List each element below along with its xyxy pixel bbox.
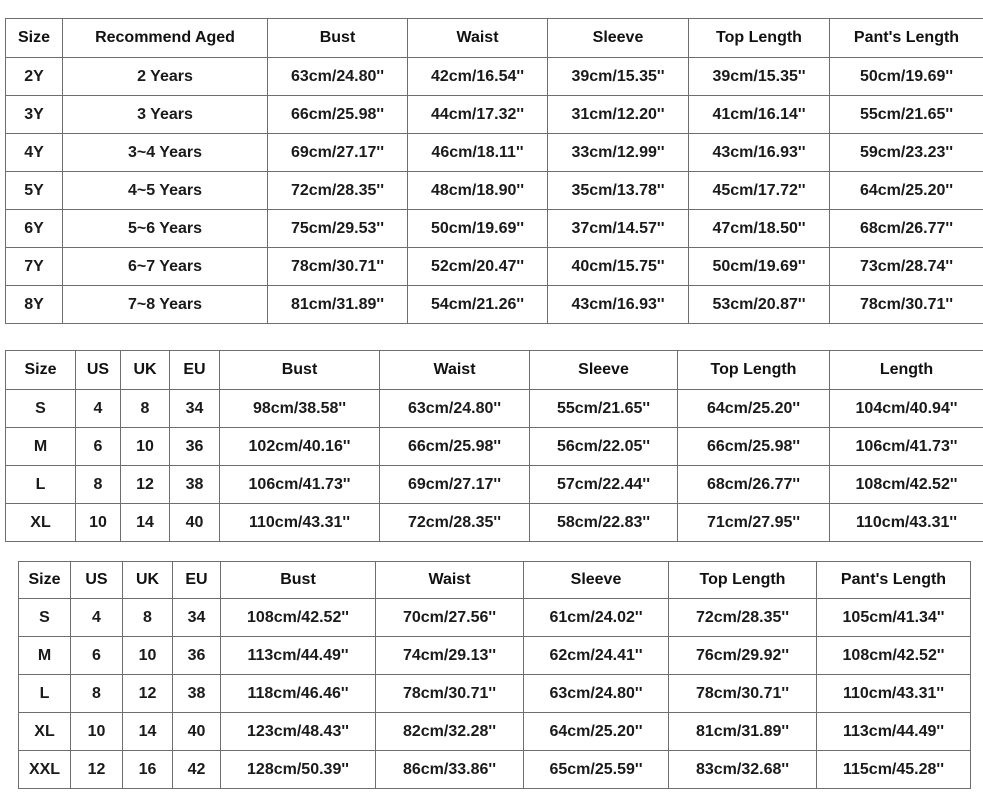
- table-cell: 115cm/45.28'': [817, 751, 971, 789]
- table-cell: 48cm/18.90'': [408, 172, 548, 210]
- table-cell: 55cm/21.65'': [830, 96, 983, 134]
- table-cell: 3Y: [6, 96, 63, 134]
- table-cell: 61cm/24.02'': [524, 599, 669, 637]
- table-cell: 66cm/25.98'': [678, 428, 830, 466]
- table-cell: 40: [170, 504, 220, 542]
- table-row: [6, 210, 983, 248]
- table-cell: 3 Years: [63, 96, 268, 134]
- table-cell: 59cm/23.23'': [830, 134, 983, 172]
- table-cell: 56cm/22.05'': [530, 428, 678, 466]
- table-cell: 105cm/41.34'': [817, 599, 971, 637]
- header-cell: Waist: [376, 562, 524, 599]
- table-cell: 38: [170, 466, 220, 504]
- table-cell: 39cm/15.35'': [689, 58, 830, 96]
- table-header-row: [19, 562, 971, 599]
- table-row: [6, 286, 983, 324]
- table-row: [6, 428, 983, 466]
- table-cell: 110cm/43.31'': [817, 675, 971, 713]
- table-row: [6, 466, 983, 504]
- table-cell: 31cm/12.20'': [548, 96, 689, 134]
- table-cell: 5Y: [6, 172, 63, 210]
- table-cell: 40: [173, 713, 221, 751]
- table-cell: 78cm/30.71'': [268, 248, 408, 286]
- table-cell: 10: [71, 713, 123, 751]
- header-cell: Pant's Length: [817, 562, 971, 599]
- table-cell: 37cm/14.57'': [548, 210, 689, 248]
- table-cell: 12: [121, 466, 170, 504]
- table-cell: 10: [121, 428, 170, 466]
- header-cell: Pant's Length: [830, 19, 983, 58]
- header-cell: Waist: [408, 19, 548, 58]
- table-cell: 98cm/38.58'': [220, 390, 380, 428]
- header-cell: Waist: [380, 351, 530, 390]
- table-cell: 57cm/22.44'': [530, 466, 678, 504]
- table-cell: XL: [19, 713, 71, 751]
- table-cell: 66cm/25.98'': [380, 428, 530, 466]
- table-cell: 2 Years: [63, 58, 268, 96]
- table-cell: 74cm/29.13'': [376, 637, 524, 675]
- table-cell: 33cm/12.99'': [548, 134, 689, 172]
- table-cell: 2Y: [6, 58, 63, 96]
- table-cell: 70cm/27.56'': [376, 599, 524, 637]
- table-cell: 4: [76, 390, 121, 428]
- table-cell: 81cm/31.89'': [268, 286, 408, 324]
- table-row: [6, 134, 983, 172]
- table-cell: 50cm/19.69'': [408, 210, 548, 248]
- table-cell: 53cm/20.87'': [689, 286, 830, 324]
- table-cell: 38: [173, 675, 221, 713]
- table-cell: 12: [123, 675, 173, 713]
- table-cell: 6: [71, 637, 123, 675]
- table-cell: 108cm/42.52'': [817, 637, 971, 675]
- table-cell: 8Y: [6, 286, 63, 324]
- table-cell: 8: [71, 675, 123, 713]
- table-cell: M: [6, 428, 76, 466]
- table-cell: 14: [121, 504, 170, 542]
- table-cell: 12: [71, 751, 123, 789]
- table-cell: 113cm/44.49'': [221, 637, 376, 675]
- table-cell: 63cm/24.80'': [380, 390, 530, 428]
- table-cell: 47cm/18.50'': [689, 210, 830, 248]
- table-cell: 72cm/28.35'': [669, 599, 817, 637]
- header-cell: Bust: [220, 351, 380, 390]
- table-cell: 86cm/33.86'': [376, 751, 524, 789]
- table-cell: 106cm/41.73'': [220, 466, 380, 504]
- table-row: [19, 713, 971, 751]
- header-cell: US: [76, 351, 121, 390]
- table-cell: 10: [76, 504, 121, 542]
- table-cell: 39cm/15.35'': [548, 58, 689, 96]
- header-cell: Top Length: [669, 562, 817, 599]
- header-cell: Top Length: [678, 351, 830, 390]
- table-cell: 110cm/43.31'': [830, 504, 983, 542]
- table-cell: 35cm/13.78'': [548, 172, 689, 210]
- table-cell: 78cm/30.71'': [669, 675, 817, 713]
- table-cell: 118cm/46.46'': [221, 675, 376, 713]
- table-cell: 44cm/17.32'': [408, 96, 548, 134]
- table-cell: 102cm/40.16'': [220, 428, 380, 466]
- table-row: [6, 172, 983, 210]
- table-cell: 7~8 Years: [63, 286, 268, 324]
- table-cell: 71cm/27.95'': [678, 504, 830, 542]
- table-cell: 4Y: [6, 134, 63, 172]
- table-cell: 108cm/42.52'': [830, 466, 983, 504]
- header-cell: EU: [170, 351, 220, 390]
- table-cell: 65cm/25.59'': [524, 751, 669, 789]
- table-cell: XXL: [19, 751, 71, 789]
- header-cell: Sleeve: [524, 562, 669, 599]
- kids-size-chart-table: [5, 18, 983, 324]
- table-cell: 75cm/29.53'': [268, 210, 408, 248]
- table-cell: L: [6, 466, 76, 504]
- table-cell: 104cm/40.94'': [830, 390, 983, 428]
- table-cell: 45cm/17.72'': [689, 172, 830, 210]
- table-cell: 4: [71, 599, 123, 637]
- table-cell: 72cm/28.35'': [380, 504, 530, 542]
- table-cell: 108cm/42.52'': [221, 599, 376, 637]
- table-cell: 64cm/25.20'': [524, 713, 669, 751]
- header-cell: EU: [173, 562, 221, 599]
- header-cell: Bust: [268, 19, 408, 58]
- table-cell: 6Y: [6, 210, 63, 248]
- table-cell: 63cm/24.80'': [524, 675, 669, 713]
- table-row: [6, 96, 983, 134]
- table-row: [6, 248, 983, 286]
- table-cell: 63cm/24.80'': [268, 58, 408, 96]
- table-cell: 78cm/30.71'': [830, 286, 983, 324]
- table-cell: 62cm/24.41'': [524, 637, 669, 675]
- header-cell: Length: [830, 351, 983, 390]
- table-row: [19, 599, 971, 637]
- table-cell: 78cm/30.71'': [376, 675, 524, 713]
- table-cell: 43cm/16.93'': [689, 134, 830, 172]
- table-cell: 68cm/26.77'': [830, 210, 983, 248]
- header-cell: Sleeve: [530, 351, 678, 390]
- table-cell: 68cm/26.77'': [678, 466, 830, 504]
- table-cell: 66cm/25.98'': [268, 96, 408, 134]
- header-cell: UK: [123, 562, 173, 599]
- table-cell: 123cm/48.43'': [221, 713, 376, 751]
- table-cell: 54cm/21.26'': [408, 286, 548, 324]
- header-cell: Top Length: [689, 19, 830, 58]
- table-cell: 5~6 Years: [63, 210, 268, 248]
- table-cell: 8: [121, 390, 170, 428]
- table-header-row: [6, 19, 983, 58]
- header-cell: Bust: [221, 562, 376, 599]
- table-cell: 110cm/43.31'': [220, 504, 380, 542]
- table-cell: 36: [170, 428, 220, 466]
- header-cell: US: [71, 562, 123, 599]
- table-cell: 14: [123, 713, 173, 751]
- table-cell: 8: [123, 599, 173, 637]
- table-cell: 55cm/21.65'': [530, 390, 678, 428]
- table-cell: 3~4 Years: [63, 134, 268, 172]
- table-row: [6, 390, 983, 428]
- table-cell: 58cm/22.83'': [530, 504, 678, 542]
- table-cell: 106cm/41.73'': [830, 428, 983, 466]
- table-cell: 7Y: [6, 248, 63, 286]
- table-cell: 4~5 Years: [63, 172, 268, 210]
- table-cell: 43cm/16.93'': [548, 286, 689, 324]
- header-cell: Size: [19, 562, 71, 599]
- table-cell: M: [19, 637, 71, 675]
- table-cell: 128cm/50.39'': [221, 751, 376, 789]
- table-cell: 76cm/29.92'': [669, 637, 817, 675]
- table-cell: S: [19, 599, 71, 637]
- table-cell: 41cm/16.14'': [689, 96, 830, 134]
- table-header-row: [6, 351, 983, 390]
- table-row: [19, 751, 971, 789]
- table-cell: 73cm/28.74'': [830, 248, 983, 286]
- table-cell: 34: [170, 390, 220, 428]
- table-cell: 16: [123, 751, 173, 789]
- table-cell: 64cm/25.20'': [830, 172, 983, 210]
- table-row: [19, 675, 971, 713]
- header-cell: Recommend Aged: [63, 19, 268, 58]
- header-cell: Size: [6, 351, 76, 390]
- table-cell: 82cm/32.28'': [376, 713, 524, 751]
- adult-top-size-chart-table: [5, 350, 983, 542]
- table-cell: 46cm/18.11'': [408, 134, 548, 172]
- table-cell: 42cm/16.54'': [408, 58, 548, 96]
- header-cell: UK: [121, 351, 170, 390]
- table-row: [6, 58, 983, 96]
- table-cell: 50cm/19.69'': [830, 58, 983, 96]
- adult-set-size-chart-table: [18, 561, 971, 789]
- table-cell: 40cm/15.75'': [548, 248, 689, 286]
- table-cell: 34: [173, 599, 221, 637]
- table-cell: XL: [6, 504, 76, 542]
- table-cell: 69cm/27.17'': [380, 466, 530, 504]
- table-row: [19, 637, 971, 675]
- table-cell: 8: [76, 466, 121, 504]
- table-cell: 6~7 Years: [63, 248, 268, 286]
- table-cell: 52cm/20.47'': [408, 248, 548, 286]
- table-cell: 83cm/32.68'': [669, 751, 817, 789]
- table-cell: 113cm/44.49'': [817, 713, 971, 751]
- header-cell: Size: [6, 19, 63, 58]
- table-cell: 72cm/28.35'': [268, 172, 408, 210]
- table-cell: 6: [76, 428, 121, 466]
- table-cell: L: [19, 675, 71, 713]
- table-cell: 36: [173, 637, 221, 675]
- table-cell: 64cm/25.20'': [678, 390, 830, 428]
- table-cell: 10: [123, 637, 173, 675]
- table-cell: 81cm/31.89'': [669, 713, 817, 751]
- table-cell: 69cm/27.17'': [268, 134, 408, 172]
- header-cell: Sleeve: [548, 19, 689, 58]
- table-cell: S: [6, 390, 76, 428]
- table-row: [6, 504, 983, 542]
- table-cell: 50cm/19.69'': [689, 248, 830, 286]
- table-cell: 42: [173, 751, 221, 789]
